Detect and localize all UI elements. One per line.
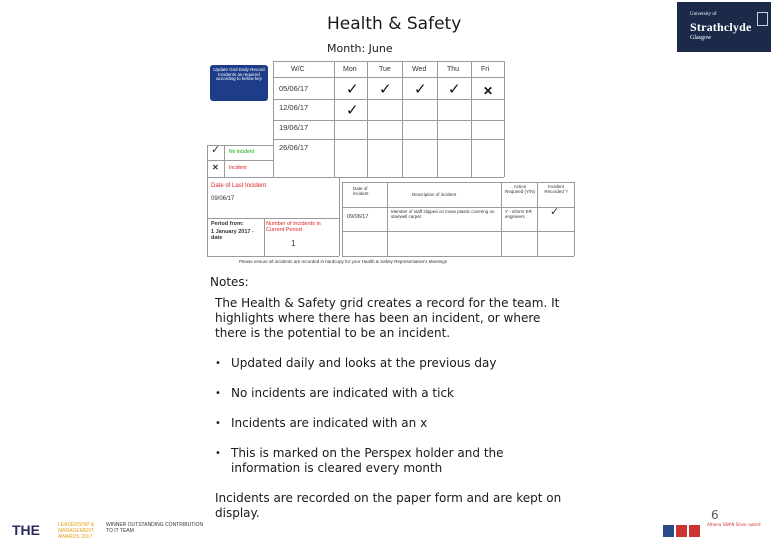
- month-label: Month: June: [327, 42, 393, 55]
- week-3: 19/06/17: [279, 123, 309, 132]
- the-awards-logo: THE: [12, 522, 40, 538]
- incident-description: Member of staff slipped on loose plastic covering on stairwell carpet: [391, 209, 495, 219]
- page-title: Health & Safety: [327, 14, 462, 34]
- key-cross-icon: ✕: [212, 163, 219, 172]
- header-mon: Mon: [343, 66, 357, 73]
- tick-icon: ✓: [346, 81, 359, 98]
- key-tick-icon: ✓: [211, 144, 221, 156]
- recorded-tick-icon: ✓: [550, 206, 560, 218]
- incident-header-recorded: Incident Recorded ?: [544, 184, 568, 194]
- cross-icon: ✕: [483, 84, 494, 98]
- health-safety-form-image: [207, 59, 577, 269]
- winner-badge: WINNER OUTSTANDING CONTRIBUTION TO IT TEAM: [106, 522, 204, 534]
- week-2: 12/06/17: [279, 103, 309, 112]
- week-1: 05/06/17: [279, 84, 309, 93]
- notes-label: Notes:: [210, 275, 249, 289]
- logo-line-3: Glasgow: [690, 35, 712, 41]
- num-incidents: 1: [291, 239, 296, 248]
- bullet-text: Updated daily and looks at the previous day: [231, 356, 497, 370]
- period-value: 1 January 2017 - date: [211, 229, 254, 241]
- notes-bullet: [215, 446, 575, 476]
- header-tue: Tue: [379, 66, 391, 73]
- athena-swan-logo: [663, 522, 703, 536]
- instruction-box: Update Grid Daily Record Incidents as required according to below key: [210, 65, 268, 101]
- crest-icon: [757, 12, 768, 26]
- num-incidents-label: Number of incidents in Current Period: [266, 221, 321, 233]
- form-footer-note: Please ensure all incidents are recorded in hardcopy for your Health & Safety Representative's Meetings: [239, 259, 447, 264]
- period-label: Period from:: [211, 221, 244, 227]
- bullet-icon: •: [215, 448, 221, 459]
- bullet-text: No incidents are indicated with a tick: [231, 386, 454, 400]
- date-last-incident: 09/06/17: [211, 196, 235, 202]
- header-wc: W/C: [291, 66, 305, 73]
- tick-icon: ✓: [379, 81, 392, 98]
- incident-header-action: Action Required (Y/N): [505, 184, 536, 194]
- notes-closing: Incidents are recorded on the paper form and are kept on display.: [215, 491, 562, 520]
- incident-date: 09/06/17: [347, 214, 369, 220]
- header-wed: Wed: [412, 66, 427, 73]
- tick-icon: ✓: [346, 102, 359, 119]
- week-4: 26/06/17: [279, 143, 309, 152]
- athena-block-icon: [689, 525, 700, 537]
- header-thu: Thu: [447, 66, 460, 73]
- bullet-icon: •: [215, 418, 221, 429]
- university-logo: [677, 2, 771, 52]
- bullet-text: This is marked on the Perspex holder and the information is cleared every month: [231, 446, 504, 475]
- key-incident: Incident: [229, 165, 247, 171]
- incident-header-date: Date of incident: [353, 186, 369, 196]
- key-no-incident: No incident: [229, 149, 255, 155]
- notes-bullet: [215, 416, 575, 431]
- bullet-text: Incidents are indicated with an x: [231, 416, 428, 430]
- header-fri: Fri: [481, 66, 490, 73]
- notes-bullet: [215, 356, 575, 371]
- logo-line-2: Strathclyde: [690, 20, 752, 34]
- athena-swan-text: Athena SWAN Silver award: [707, 522, 761, 527]
- incident-action: Y - inform ER engineers: [505, 209, 532, 219]
- notes-intro: The Health & Safety grid creates a record for the team. It highlights where there has been an incident, or where there is the potential to be an incident.: [215, 296, 560, 340]
- notes-bullet: [215, 386, 575, 401]
- date-last-incident-label: Date of Last Incident: [211, 183, 267, 189]
- leadership-awards-logo: LEADERSHIP & MANAGEMENT AWARDS 2017: [58, 522, 95, 540]
- athena-block-icon: [676, 525, 687, 537]
- page-number: 6: [711, 508, 719, 522]
- incident-header-description: Description of incident: [412, 192, 457, 197]
- bullet-icon: •: [215, 388, 221, 399]
- bullet-icon: •: [215, 358, 221, 369]
- logo-line-1: University of: [690, 12, 717, 17]
- tick-icon: ✓: [448, 81, 461, 98]
- athena-block-icon: [663, 525, 674, 537]
- tick-icon: ✓: [414, 81, 427, 98]
